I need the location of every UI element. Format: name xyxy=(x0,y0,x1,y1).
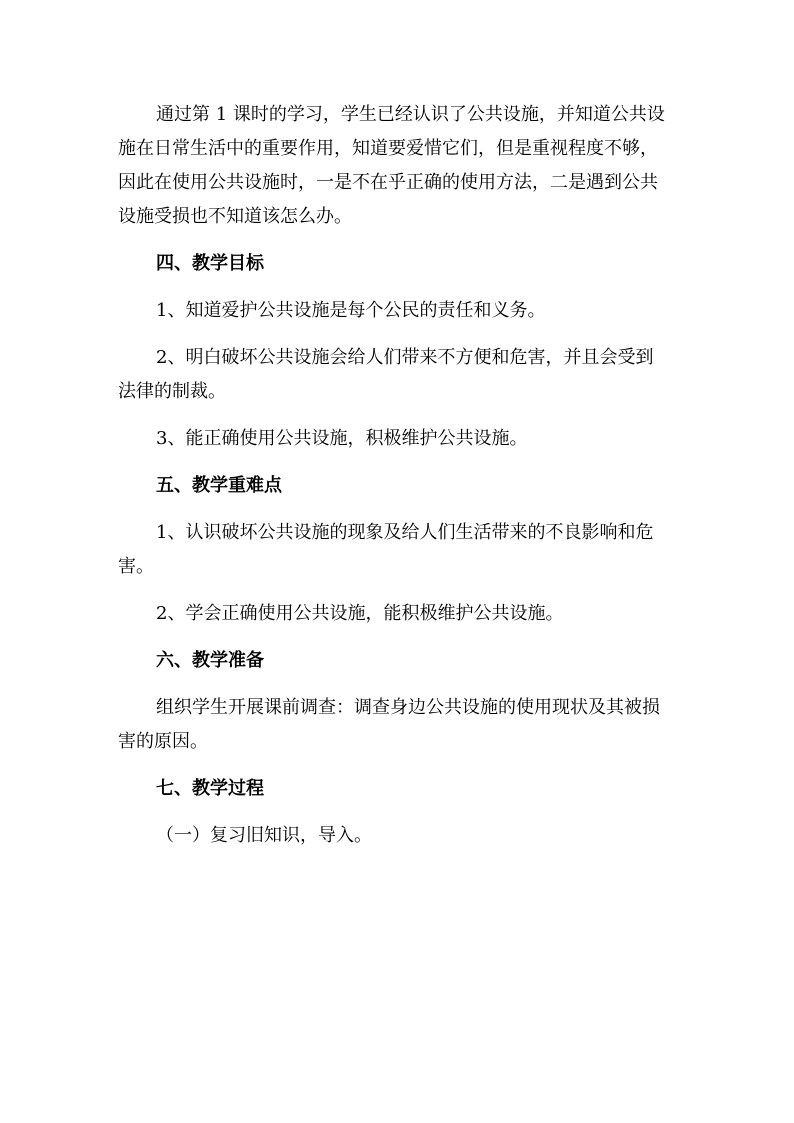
section-5-heading-block xyxy=(118,469,678,503)
s5-item-2: 2、学会正确使用公共设施，能积极维护公共设施。 xyxy=(156,603,564,624)
section-6-heading: 六、教学准备 xyxy=(156,650,264,671)
s4-item-2-line-1: 2、明白破坏公共设施会给人们带来不方便和危害，并且会受到 xyxy=(156,347,654,368)
intro-line-3: 因此在使用公共设施时，一是不在乎正确的使用方法，二是遇到公共 xyxy=(118,172,658,193)
section-5-heading: 五、教学重难点 xyxy=(156,475,282,496)
s7-item-1: （一）复习旧知识，导入。 xyxy=(156,825,372,846)
intro-paragraph xyxy=(118,98,678,234)
s5-item-1-block xyxy=(118,516,678,584)
s4-item-2-line-2: 法律的制裁。 xyxy=(118,381,226,402)
s6-paragraph xyxy=(118,691,678,759)
section-4-heading: 四、教学目标 xyxy=(156,253,264,274)
intro-line-1: 通过第 1 课时的学习，学生已经认识了公共设施，并知道公共设 xyxy=(156,104,665,125)
document-page xyxy=(118,98,678,866)
intro-line-2: 施在日常生活中的重要作用，知道要爱惜它们，但是重视程度不够， xyxy=(118,138,658,159)
s6-line-1: 组织学生开展课前调查：调查身边公共设施的使用现状及其被损 xyxy=(156,697,660,718)
section-4-heading-block xyxy=(118,247,678,281)
s5-item-1-line-1: 1、认识破坏公共设施的现象及给人们生活带来的不良影响和危 xyxy=(156,522,654,543)
section-6-heading-block xyxy=(118,644,678,678)
s6-line-2: 害的原因。 xyxy=(118,731,208,752)
s4-item-1: 1、知道爱护公共设施是每个公民的责任和义务。 xyxy=(156,300,546,321)
s5-item-2-block xyxy=(118,597,678,631)
section-7-heading-block xyxy=(118,772,678,806)
s7-item-1-block xyxy=(118,819,678,853)
s4-item-3: 3、能正确使用公共设施，积极维护公共设施。 xyxy=(156,428,528,449)
s4-item-1-block xyxy=(118,294,678,328)
section-7-heading: 七、教学过程 xyxy=(156,778,264,799)
intro-line-4: 设施受损也不知道该怎么办。 xyxy=(118,206,352,227)
s4-item-3-block xyxy=(118,422,678,456)
s4-item-2-block xyxy=(118,341,678,409)
s5-item-1-line-2: 害。 xyxy=(118,556,154,577)
